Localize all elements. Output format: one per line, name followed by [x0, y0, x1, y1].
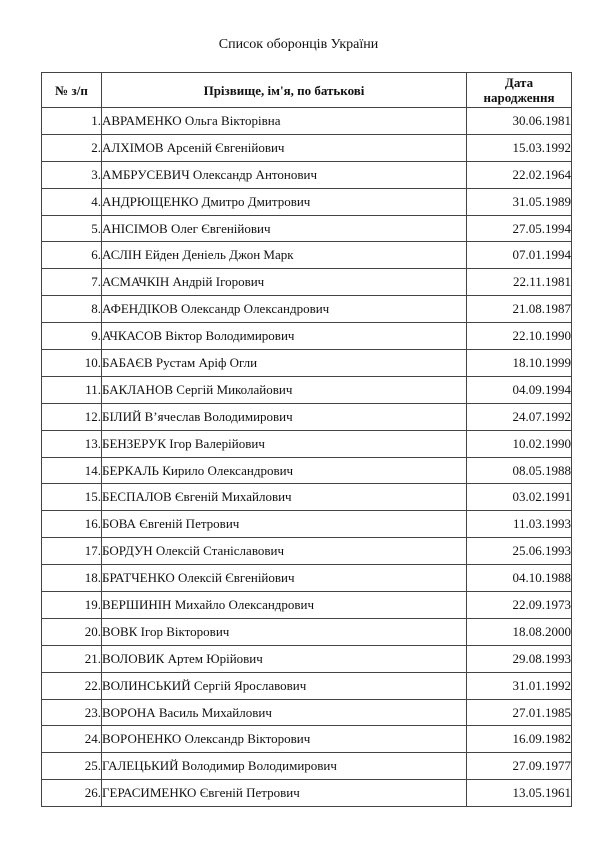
table-row — [42, 726, 572, 753]
row-birth-date: 08.05.1988 — [467, 457, 572, 484]
row-number: 13. — [42, 430, 102, 457]
table-row — [42, 430, 572, 457]
row-number: 7. — [42, 269, 102, 296]
table-row — [42, 457, 572, 484]
table-row — [42, 108, 572, 135]
table-header-row — [42, 73, 572, 108]
row-birth-date: 22.10.1990 — [467, 323, 572, 350]
row-birth-date: 25.06.1993 — [467, 538, 572, 565]
row-full-name: БЕНЗЕРУК Ігор Валерійович — [102, 430, 467, 457]
row-number: 6. — [42, 242, 102, 269]
row-number: 9. — [42, 323, 102, 350]
row-number: 16. — [42, 511, 102, 538]
table-row — [42, 753, 572, 780]
row-number: 14. — [42, 457, 102, 484]
row-number: 26. — [42, 780, 102, 807]
row-birth-date: 29.08.1993 — [467, 645, 572, 672]
table-row — [42, 161, 572, 188]
page-title: Список оборонців України — [218, 37, 379, 52]
row-birth-date: 16.09.1982 — [467, 726, 572, 753]
row-number: 10. — [42, 350, 102, 377]
header-birth-date-line2: народження — [483, 90, 555, 105]
header-birth-date-line1: Дата — [504, 75, 534, 90]
row-full-name: АЧКАСОВ Віктор Володимирович — [102, 323, 467, 350]
row-full-name: АЛХІМОВ Арсеній Євгенійович — [102, 134, 467, 161]
row-number: 1. — [42, 108, 102, 135]
table-row — [42, 511, 572, 538]
row-birth-date: 22.09.1973 — [467, 592, 572, 619]
row-full-name: АСМАЧКІН Андрій Ігорович — [102, 269, 467, 296]
row-birth-date: 31.01.1992 — [467, 672, 572, 699]
row-full-name: ГАЛЕЦЬКИЙ Володимир Володимирович — [102, 753, 467, 780]
row-full-name: АВРАМЕНКО Ольга Вікторівна — [102, 108, 467, 135]
header-full-name: Прізвище, ім'я, по батькові — [102, 73, 467, 108]
table-row — [42, 699, 572, 726]
row-birth-date: 27.05.1994 — [467, 215, 572, 242]
row-number: 17. — [42, 538, 102, 565]
row-full-name: ГЕРАСИМЕНКО Євгеній Петрович — [102, 780, 467, 807]
table-row — [42, 403, 572, 430]
header-birth-date — [467, 73, 572, 108]
row-birth-date: 24.07.1992 — [467, 403, 572, 430]
row-number: 4. — [42, 188, 102, 215]
row-birth-date: 31.05.1989 — [467, 188, 572, 215]
table-row — [42, 215, 572, 242]
row-birth-date: 10.02.1990 — [467, 430, 572, 457]
table-row — [42, 538, 572, 565]
row-birth-date: 18.10.1999 — [467, 350, 572, 377]
row-full-name: БЕРКАЛЬ Кирило Олександрович — [102, 457, 467, 484]
row-full-name: БОРДУН Олексій Станіславович — [102, 538, 467, 565]
row-full-name: АСЛІН Ейден Деніель Джон Марк — [102, 242, 467, 269]
table-row — [42, 618, 572, 645]
table-row — [42, 269, 572, 296]
row-number: 3. — [42, 161, 102, 188]
table-row — [42, 780, 572, 807]
row-full-name: ВОРОНА Василь Михайлович — [102, 699, 467, 726]
row-full-name: БРАТЧЕНКО Олексій Євгенійович — [102, 565, 467, 592]
row-birth-date: 27.01.1985 — [467, 699, 572, 726]
row-birth-date: 11.03.1993 — [467, 511, 572, 538]
table-row — [42, 350, 572, 377]
row-full-name: ВОЛОВИК Артем Юрійович — [102, 645, 467, 672]
row-number: 20. — [42, 618, 102, 645]
row-birth-date: 13.05.1961 — [467, 780, 572, 807]
table-row — [42, 242, 572, 269]
row-full-name: БАКЛАНОВ Сергій Миколайович — [102, 376, 467, 403]
row-full-name: ВЕРШИНІН Михайло Олександрович — [102, 592, 467, 619]
row-number: 21. — [42, 645, 102, 672]
row-full-name: АНІСІМОВ Олег Євгенійович — [102, 215, 467, 242]
row-full-name: БІЛИЙ В’ячеслав Володимирович — [102, 403, 467, 430]
table-row — [42, 188, 572, 215]
row-full-name: БАБАЄВ Рустам Аріф Огли — [102, 350, 467, 377]
row-number: 18. — [42, 565, 102, 592]
table-row — [42, 134, 572, 161]
table-row — [42, 645, 572, 672]
row-full-name: ВОРОНЕНКО Олександр Вікторович — [102, 726, 467, 753]
row-birth-date: 21.08.1987 — [467, 296, 572, 323]
row-birth-date: 18.08.2000 — [467, 618, 572, 645]
row-birth-date: 22.11.1981 — [467, 269, 572, 296]
table-row — [42, 296, 572, 323]
row-number: 23. — [42, 699, 102, 726]
row-number: 22. — [42, 672, 102, 699]
table-row — [42, 376, 572, 403]
defenders-table — [41, 72, 572, 807]
row-number: 19. — [42, 592, 102, 619]
row-birth-date: 04.10.1988 — [467, 565, 572, 592]
row-birth-date: 30.06.1981 — [467, 108, 572, 135]
row-full-name: БОВА Євгеній Петрович — [102, 511, 467, 538]
row-birth-date: 03.02.1991 — [467, 484, 572, 511]
row-birth-date: 04.09.1994 — [467, 376, 572, 403]
row-full-name: ВОВК Ігор Вікторович — [102, 618, 467, 645]
table-row — [42, 672, 572, 699]
row-birth-date: 27.09.1977 — [467, 753, 572, 780]
row-full-name: АНДРЮЩЕНКО Дмитро Дмитрович — [102, 188, 467, 215]
row-birth-date: 22.02.1964 — [467, 161, 572, 188]
row-number: 12. — [42, 403, 102, 430]
table-row — [42, 484, 572, 511]
table-row — [42, 592, 572, 619]
header-number: № з/п — [42, 73, 102, 108]
row-number: 24. — [42, 726, 102, 753]
row-number: 2. — [42, 134, 102, 161]
row-full-name: АМБРУСЕВИЧ Олександр Антонович — [102, 161, 467, 188]
row-number: 8. — [42, 296, 102, 323]
table-row — [42, 323, 572, 350]
row-number: 11. — [42, 376, 102, 403]
row-number: 15. — [42, 484, 102, 511]
row-birth-date: 15.03.1992 — [467, 134, 572, 161]
table-body — [42, 108, 572, 807]
table-row — [42, 565, 572, 592]
row-number: 25. — [42, 753, 102, 780]
row-birth-date: 07.01.1994 — [467, 242, 572, 269]
row-full-name: БЕСПАЛОВ Євгеній Михайлович — [102, 484, 467, 511]
row-full-name: АФЕНДІКОВ Олександр Олександрович — [102, 296, 467, 323]
row-number: 5. — [42, 215, 102, 242]
row-full-name: ВОЛИНСЬКИЙ Сергій Ярославович — [102, 672, 467, 699]
